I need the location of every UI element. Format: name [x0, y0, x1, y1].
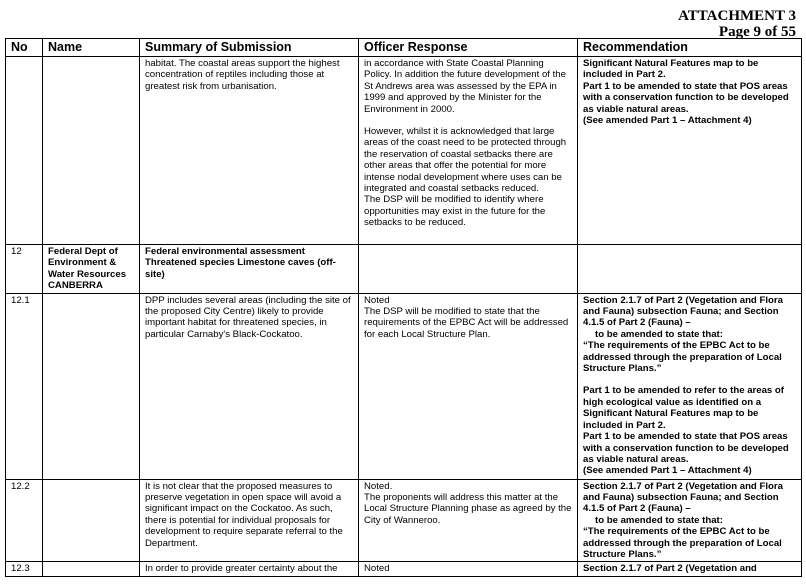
col-header-summary: Summary of Submission: [140, 39, 359, 57]
response-text: Noted: [364, 294, 390, 306]
table-row: [6, 562, 802, 576]
cell-name: [43, 479, 140, 562]
cell-no: 12.3: [6, 562, 43, 576]
summary-text: habitat. The coastal areas support the highest concentration of reptiles including those at greatest risk from urbanisation.: [145, 58, 340, 92]
table-row: [6, 479, 802, 562]
table-row: [6, 57, 802, 245]
recommendation-text: to be amended to state that:: [595, 328, 723, 340]
recommendation-text: (See amended Part 1 – Attachment 4): [583, 465, 752, 477]
recommendation-text: to be amended to state that:: [595, 514, 723, 526]
attachment-label: ATTACHMENT 3: [678, 8, 796, 24]
col-header-response: Officer Response: [359, 39, 578, 57]
cell-name: [43, 562, 140, 576]
cell-name: [43, 57, 140, 245]
cell-summary: Federal environmental assessment Threatened species Limestone caves (off-site): [140, 245, 359, 294]
recommendation-text: Part 1 to be amended to refer to the areas of high ecological value as identified on a Significant Natural Features map to be included in Part 2.: [583, 385, 784, 431]
response-text: However, whilst it is acknowledged that large areas of the coast need to be protected through the reservation of coastal setbacks there are other areas that offer the potential for more intense nodal development where uses can be integrated and coastal setbacks reduced.: [364, 126, 567, 195]
recommendation-text: Significant Natural Features map to be included in Part 2.: [583, 58, 759, 81]
response-text: in accordance with State Coastal Planning Policy. In addition the future development of the St Andrews area was assessed by the EPA in 1999 and approved by the Minister for the Environment in 2000.: [364, 58, 566, 115]
cell-response: [359, 245, 578, 294]
cell-summary: [140, 57, 359, 245]
cell-recommendation: [578, 57, 802, 245]
summary-text: It is not clear that the proposed measures to preserve vegetation in open space will avoid a significant impact on the Cockatoo. As such, there is potential for individual proposals for development to require separate referral to the Department.: [145, 480, 343, 549]
col-header-recommendation: Recommendation: [578, 39, 802, 57]
cell-response: Noted: [359, 562, 578, 576]
cell-response: [359, 57, 578, 245]
cell-no: [6, 57, 43, 245]
cell-recommendation: Section 2.1.7 of Part 2 (Vegetation and: [578, 562, 802, 576]
table-row: [6, 293, 802, 479]
col-header-no: No: [6, 39, 43, 57]
cell-name: [43, 293, 140, 479]
recommendation-text: Section 2.1.7 of Part 2 (Vegetation and Flora and Fauna) subsection Fauna; and Section 4.1.5 of Part 2 (Fauna) –: [583, 294, 783, 329]
cell-no: 12.2: [6, 479, 43, 562]
cell-summary: [140, 479, 359, 562]
response-text: The DSP will be modified to state that the requirements of the EPBC Act will be addressed for each Local Structure Plan.: [364, 306, 569, 340]
page-number: Page 9 of 55: [718, 24, 796, 40]
attachment-header: [678, 8, 796, 40]
table-header-row: [6, 39, 802, 57]
cell-name: Federal Dept of Environment & Water Resources CANBERRA: [43, 245, 140, 294]
recommendation-text: Part 1 to be amended to state that POS areas with a conservation function to be developed as viable natural areas.: [583, 431, 789, 465]
cell-recommendation: [578, 245, 802, 294]
recommendation-text: Part 1 to be amended to state that POS areas with a conservation function to be developed as viable natural areas.: [583, 80, 789, 115]
summary-text: DPP includes several areas (including the site of the proposed City Centre) likely to provide important habitat for threatened species, in particular Carnaby's Black-Cockatoo.: [145, 294, 351, 340]
cell-no: 12.1: [6, 293, 43, 479]
recommendation-text: “The requirements of the EPBC Act to be addressed through the preparation of Local Structure Plans.”: [583, 526, 782, 561]
cell-recommendation: [578, 479, 802, 562]
table-row: [6, 245, 802, 294]
recommendation-text: Section 2.1.7 of Part 2 (Vegetation and Flora and Fauna) subsection Fauna; and Section 4.1.5 of Part 2 (Fauna) –: [583, 480, 783, 515]
recommendation-text: (See amended Part 1 – Attachment 4): [583, 115, 752, 127]
cell-recommendation: [578, 293, 802, 479]
col-header-name: Name: [43, 39, 140, 57]
cell-response: [359, 479, 578, 562]
response-text: The proponents will address this matter at the Local Structure Planning phase as agreed by the City of Wanneroo.: [364, 492, 572, 526]
response-text: Noted.: [364, 480, 393, 492]
submissions-table: [5, 38, 802, 577]
cell-summary: [140, 293, 359, 479]
cell-no: 12: [6, 245, 43, 294]
recommendation-text: “The requirements of the EPBC Act to be addressed through the preparation of Local Structure Plans.”: [583, 340, 782, 375]
cell-summary: In order to provide greater certainty about the: [140, 562, 359, 576]
response-text: The DSP will be modified to identify where opportunities may exist in the future for the setbacks to be reduced.: [364, 194, 546, 229]
cell-response: [359, 293, 578, 479]
